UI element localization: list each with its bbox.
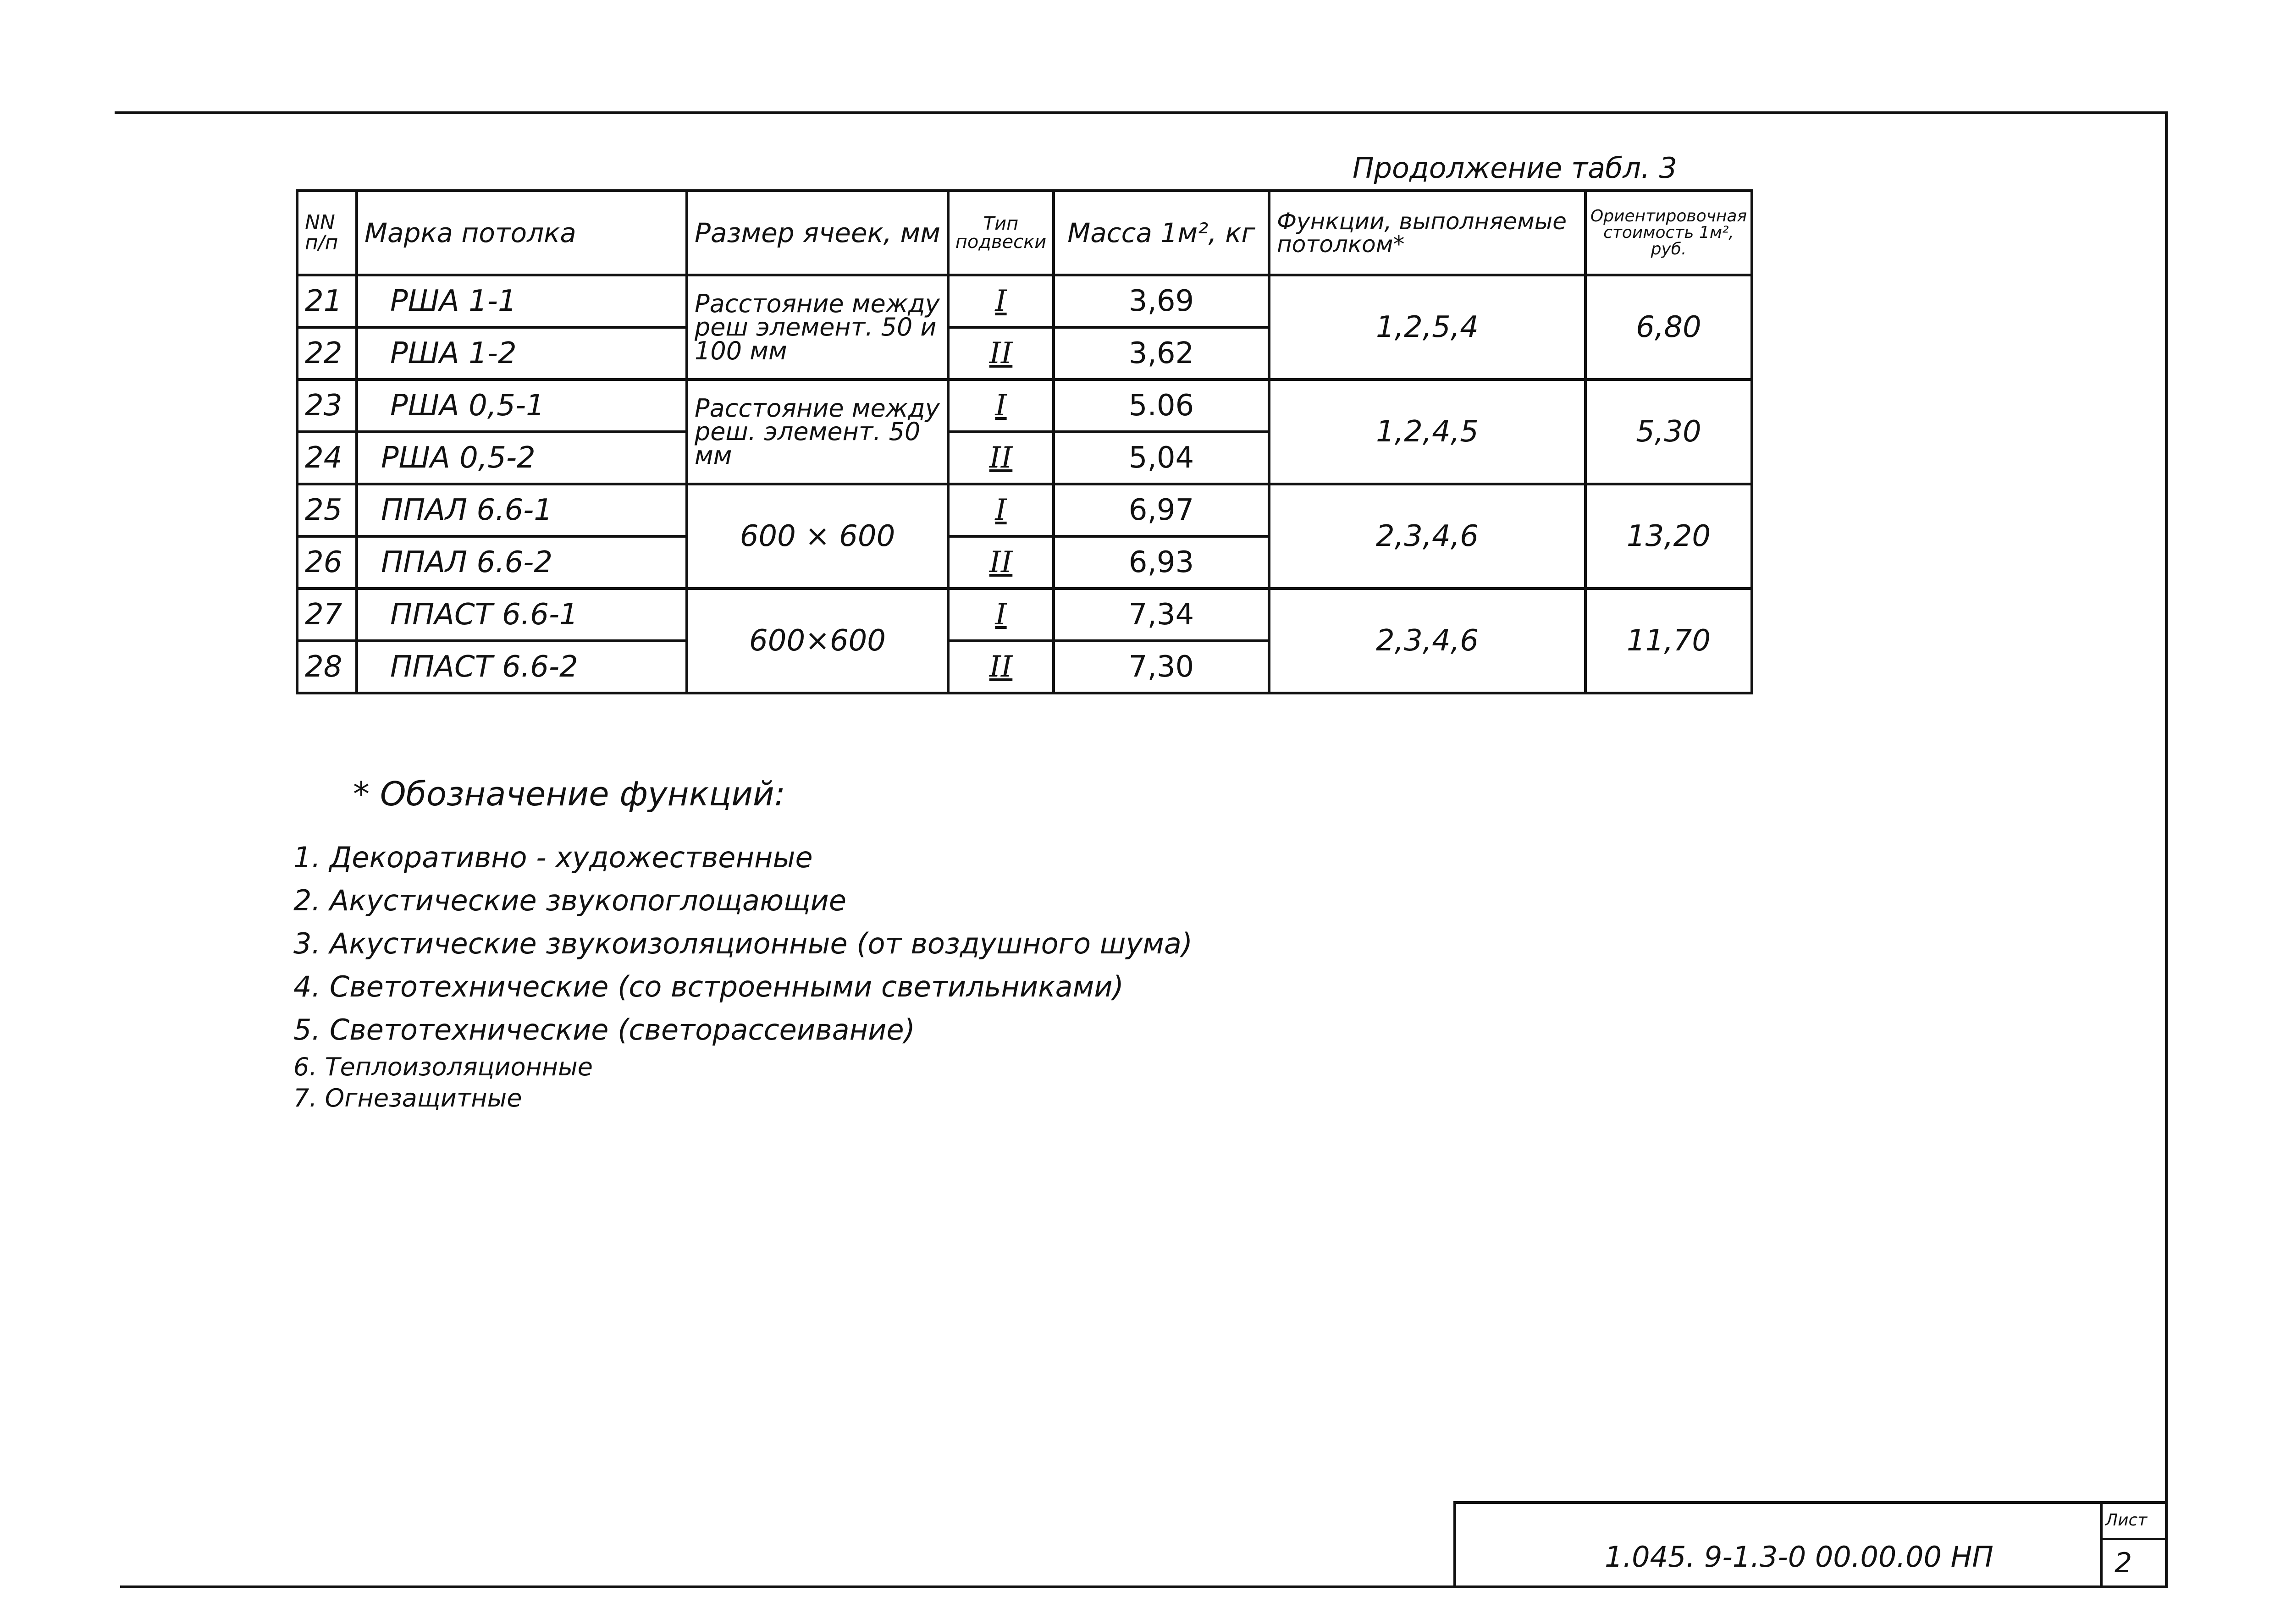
legend-item: 5. Светотехнические (светорассеивание) [293, 1013, 915, 1046]
group-functions: 2,3,4,6 [1269, 484, 1585, 589]
frame-right-line [2165, 111, 2168, 1588]
row-mass: 3,62 [1054, 327, 1269, 380]
row-mark: РША 1-2 [357, 327, 687, 380]
row-mass: 7,34 [1054, 589, 1269, 641]
row-num: 23 [297, 380, 357, 432]
table-row [297, 275, 1752, 327]
row-mark: ППАСТ 6.6-2 [357, 641, 687, 693]
row-mass: 6,97 [1054, 484, 1269, 536]
group-functions: 1,2,4,5 [1269, 380, 1585, 484]
legend-item: 6. Теплоизоляционные [293, 1052, 593, 1081]
sheet-label: Лист [2105, 1511, 2148, 1530]
row-num: 22 [297, 327, 357, 380]
row-num: 27 [297, 589, 357, 641]
legend-item: 4. Светотехнические (со встроенными светильниками) [293, 970, 1124, 1003]
row-mass: 5.06 [1054, 380, 1269, 432]
header-type: Тип подвески [948, 191, 1054, 275]
group-cost: 5,30 [1585, 380, 1752, 484]
ceiling-table [296, 189, 1753, 694]
sheet-number: 2 [2115, 1547, 2132, 1579]
legend-item: 7. Огнезащитные [293, 1084, 522, 1112]
table-row [297, 589, 1752, 641]
table-caption: Продолжение табл. 3 [1353, 151, 1677, 185]
document-code: 1.045. 9-1.3-0 00.00.00 НП [1605, 1540, 1993, 1574]
header-mass: Масса 1м², кг [1054, 191, 1269, 275]
row-mass: 6,93 [1054, 536, 1269, 589]
functions-legend [293, 775, 1193, 1114]
row-type: I [948, 380, 1054, 432]
row-num: 24 [297, 432, 357, 484]
header-cost: Ориентировочная стоимость 1м², руб. [1585, 191, 1752, 275]
group-size: Расстояние между реш. элемент. 50 мм [687, 380, 948, 484]
group-size: 600×600 [687, 589, 948, 693]
legend-item: 2. Акустические звукопоглощающие [293, 884, 846, 917]
row-num: 25 [297, 484, 357, 536]
row-num: 28 [297, 641, 357, 693]
sheet-cell-mid-line [2100, 1538, 2168, 1540]
row-mark: ППАСТ 6.6-1 [357, 589, 687, 641]
row-type: I [948, 275, 1054, 327]
header-functions: Функции, выполняемые потолком* [1269, 191, 1585, 275]
row-type: II [948, 432, 1054, 484]
stamp-top-line [1453, 1501, 2168, 1504]
row-type: I [948, 589, 1054, 641]
row-mark: ППАЛ 6.6-1 [357, 484, 687, 536]
sheet-cell-left-line [2100, 1501, 2103, 1588]
legend-heading: * Обозначение функций: [353, 775, 785, 813]
group-cost: 11,70 [1585, 589, 1752, 693]
row-num: 26 [297, 536, 357, 589]
row-mass: 5,04 [1054, 432, 1269, 484]
row-mark: РША 1-1 [357, 275, 687, 327]
table-row [297, 484, 1752, 536]
row-type: II [948, 536, 1054, 589]
group-cost: 6,80 [1585, 275, 1752, 380]
legend-item: 1. Декоративно - художественные [293, 841, 813, 874]
table-header-row [297, 191, 1752, 275]
table-row [297, 380, 1752, 432]
row-type: II [948, 641, 1054, 693]
row-mass: 7,30 [1054, 641, 1269, 693]
legend-item: 3. Акустические звукоизоляционные (от воздушного шума) [293, 927, 1193, 960]
row-mark: ППАЛ 6.6-2 [357, 536, 687, 589]
group-functions: 2,3,4,6 [1269, 589, 1585, 693]
row-mark: РША 0,5-2 [357, 432, 687, 484]
row-type: II [948, 327, 1054, 380]
header-size: Размер ячеек, мм [687, 191, 948, 275]
group-functions: 1,2,5,4 [1269, 275, 1585, 380]
group-size: Расстояние между реш элемент. 50 и 100 мм [687, 275, 948, 380]
row-type: I [948, 484, 1054, 536]
group-size: 600 × 600 [687, 484, 948, 589]
frame-top-line [115, 111, 2168, 114]
header-mark: Марка потолка [357, 191, 687, 275]
row-num: 21 [297, 275, 357, 327]
group-cost: 13,20 [1585, 484, 1752, 589]
stamp-left-line [1453, 1501, 1456, 1588]
header-num: NN п/п [297, 191, 357, 275]
row-mark: РША 0,5-1 [357, 380, 687, 432]
frame-bottom-line [120, 1585, 2168, 1588]
row-mass: 3,69 [1054, 275, 1269, 327]
